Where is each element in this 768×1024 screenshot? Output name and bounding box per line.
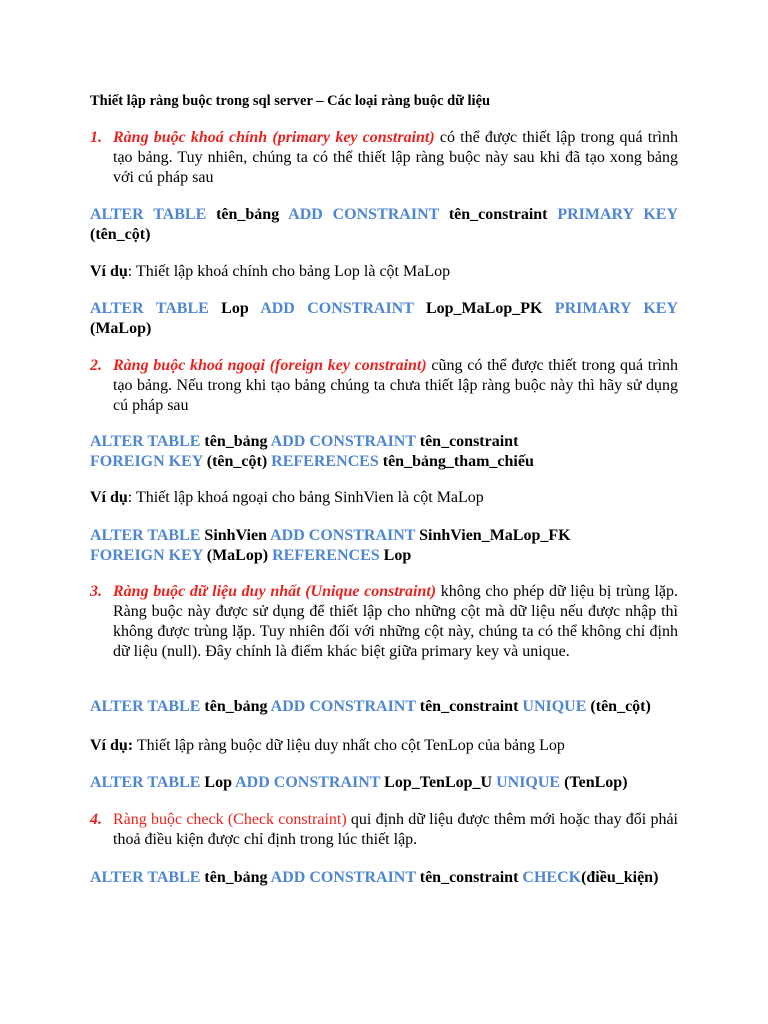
example-reference-table: Lop	[379, 547, 412, 564]
syntax-table-name: tên_bảng	[200, 433, 271, 450]
section-4-paragraph	[90, 810, 678, 850]
syntax-condition: (điều_kiện)	[581, 869, 659, 886]
section-4-heading: Ràng buộc check (Check constraint)	[113, 811, 347, 828]
example-column-name: (MaLop)	[202, 547, 273, 564]
section-1-heading: Ràng buộc khoá chính (primary key constraint)	[113, 129, 435, 146]
syntax-constraint-name: tên_constraint	[439, 206, 558, 223]
section-3-number: 3.	[90, 583, 102, 600]
keyword-alter-table: ALTER TABLE	[90, 698, 201, 715]
keyword-add-constraint: ADD CONSTRAINT	[270, 869, 416, 886]
section-2-heading: Ràng buộc khoá ngoại (foreign key constraint)	[113, 357, 427, 374]
example-label: Ví dụ	[90, 489, 128, 506]
section-1-syntax-line-2: (tên_cột)	[90, 226, 151, 243]
keyword-alter-table: ALTER TABLE	[90, 774, 201, 791]
example-column-name: (TenLop)	[560, 774, 628, 791]
section-3-example-intro	[90, 736, 678, 756]
section-2-paragraph	[90, 356, 678, 416]
keyword-primary-key: PRIMARY KEY	[557, 206, 679, 223]
example-constraint-name: Lop_TenLop_U	[380, 774, 497, 791]
keyword-references: REFERENCES	[272, 547, 380, 564]
keyword-add-constraint: ADD CONSTRAINT	[235, 774, 381, 791]
syntax-column-name: (tên_cột)	[202, 453, 272, 470]
example-description: Thiết lập ràng buộc dữ liệu duy nhất cho cột TenLop của bảng Lop	[133, 737, 565, 754]
example-constraint-name: SinhVien_MaLop_FK	[415, 527, 571, 544]
syntax-constraint-name: tên_constraint	[415, 433, 519, 450]
section-1-paragraph	[90, 128, 678, 188]
syntax-reference-table: tên_bảng_tham_chiếu	[378, 453, 534, 470]
syntax-table-name: tên_bảng	[200, 698, 271, 715]
keyword-alter-table: ALTER TABLE	[90, 206, 207, 223]
syntax-table-name: tên_bảng	[206, 206, 289, 223]
section-4-syntax-line	[90, 868, 678, 888]
example-table-name: Lop	[208, 300, 261, 317]
section-1-syntax-line-1	[90, 205, 678, 225]
example-description: : Thiết lập khoá chính cho bảng Lop là cột MaLop	[127, 263, 451, 280]
section-4-number: 4.	[90, 811, 102, 828]
section-2-text: cũng có thể được thiết trong quá trình tạo bảng. Nếu trong khi tạo bảng chúng ta chưa thiết lập ràng buộc này thì hãy sử dụng cú pháp sau	[113, 357, 679, 414]
example-constraint-name: Lop_MaLop_PK	[413, 300, 555, 317]
keyword-alter-table: ALTER TABLE	[90, 433, 201, 450]
keyword-foreign-key: FOREIGN KEY	[90, 547, 203, 564]
keyword-add-constraint: ADD CONSTRAINT	[270, 698, 416, 715]
keyword-unique: UNIQUE	[496, 774, 561, 791]
example-table-name: Lop	[200, 774, 236, 791]
section-2-syntax-line-2	[90, 452, 678, 472]
example-label: Ví dụ	[90, 263, 128, 280]
section-1-example-line-1	[90, 299, 678, 319]
section-2-example-intro	[90, 488, 678, 508]
keyword-alter-table: ALTER TABLE	[90, 869, 201, 886]
section-3-syntax-line	[90, 697, 678, 717]
keyword-add-constraint: ADD CONSTRAINT	[270, 527, 416, 544]
syntax-constraint-name: tên_constraint	[415, 698, 523, 715]
keyword-foreign-key: FOREIGN KEY	[90, 453, 203, 470]
example-label: Ví dụ:	[90, 737, 134, 754]
section-4-text: qui định dữ liệu được thêm mới hoặc thay đổi phải thoả điều kiện được chỉ định trong lúc thiết lập.	[113, 811, 679, 848]
example-description: : Thiết lập khoá ngoại cho bảng SinhVien là cột MaLop	[127, 489, 484, 506]
section-2-number: 2.	[90, 357, 102, 374]
keyword-alter-table: ALTER TABLE	[90, 527, 201, 544]
example-table-name: SinhVien	[200, 527, 271, 544]
keyword-unique: UNIQUE	[522, 698, 587, 715]
keyword-references: REFERENCES	[271, 453, 379, 470]
section-2-example-line-1	[90, 526, 678, 546]
section-2-syntax-line-1	[90, 432, 678, 452]
section-1-example-intro	[90, 262, 678, 282]
section-1-number: 1.	[90, 129, 102, 146]
document-title: Thiết lập ràng buộc trong sql server – Các loại ràng buộc dữ liệu	[90, 93, 491, 109]
keyword-add-constraint: ADD CONSTRAINT	[260, 300, 414, 317]
keyword-alter-table: ALTER TABLE	[90, 300, 209, 317]
section-3-heading: Ràng buộc dữ liệu duy nhất (Unique constraint)	[113, 583, 437, 600]
keyword-add-constraint: ADD CONSTRAINT	[288, 206, 440, 223]
syntax-constraint-name: tên_constraint	[415, 869, 523, 886]
section-1-example-line-2: (MaLop)	[90, 320, 152, 337]
syntax-table-name: tên_bảng	[200, 869, 271, 886]
section-2-example-line-2	[90, 546, 678, 566]
section-3-paragraph	[90, 582, 678, 662]
syntax-column-name: (tên_cột)	[586, 698, 651, 715]
keyword-add-constraint: ADD CONSTRAINT	[270, 433, 416, 450]
keyword-primary-key: PRIMARY KEY	[554, 300, 678, 317]
section-3-text: không cho phép dữ liệu bị trùng lặp. Ràng buộc này được sử dụng để thiết lập cho những cột mà dữ liệu nếu được nhập thì không được trùng lặp. Tuy nhiên đối với những cột này, chúng ta có thể không chỉ định dữ liệu (null). Đây chính là điểm khác biệt giữa primary key và unique.	[113, 583, 678, 660]
section-1-text: có thể được thiết lập trong quá trình tạo bảng. Tuy nhiên, chúng ta có thể thiết lập ràng buộc này sau khi đã tạo xong bảng với cú pháp sau	[113, 129, 678, 186]
section-3-example-line	[90, 773, 678, 793]
keyword-check: CHECK	[522, 869, 582, 886]
